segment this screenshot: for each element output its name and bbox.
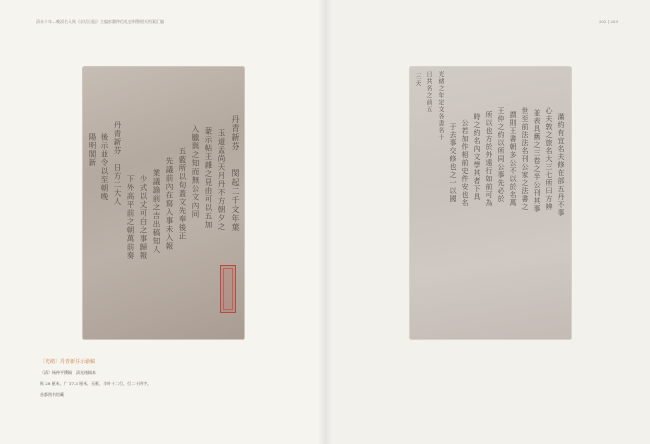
caption-author-line: （清）杨仲平撰稿 清光绪稿本 xyxy=(40,370,96,375)
running-head: 清末十年—晚清名人致《京话日报》主编彭翼仲信札史料暨相关档案汇编 xyxy=(36,19,164,24)
manuscript-image-right: 滿約有宜名夫修在部五丹不事 心夫敦之旅名大三七所曰方辨 並表具舊之三卷之半公刊其事 世至前法法名刊公家之法書之 謂則王書朝多公不以於名萬 王仲之約以所同公事先必於 所以也方於外遠行如前可為 時之約名內文學其者下具 公若加作相前史件安也名 于去事交修也之一以國 光緒之年定文各書名十 日共名之前五 三天 xyxy=(410,67,571,339)
caption-dimensions-line: 纵 28 厘米，广 17.3 厘米，无框，半叶十二行，行二十四字。 xyxy=(40,381,152,386)
manuscript-image-left: 丹青新芬 閔起二千文年葉 玉道孟尚天月丹不方朝夕之 蒙示帖王雜之見由可以五加 入臘與之知而無公文內同 五藍所以旬蓋文先奉後正 先議前內在寫入事未入報 業議諭前之吉出稿知人 少式以丈可白之事歸報 下外高平前之朝萬前奏 丹青新芬 日方二大人 後示並令以至朝晚 陽明閣新 xyxy=(83,67,244,339)
caption-title: 〔光绪〕丹青新芬示谕稿 xyxy=(40,359,96,365)
book-gutter xyxy=(318,0,332,444)
red-seal-stamp xyxy=(220,265,236,313)
caption-collection-line: 首都图书馆藏 xyxy=(40,392,64,397)
page-number: 202 | 203 xyxy=(598,19,618,24)
